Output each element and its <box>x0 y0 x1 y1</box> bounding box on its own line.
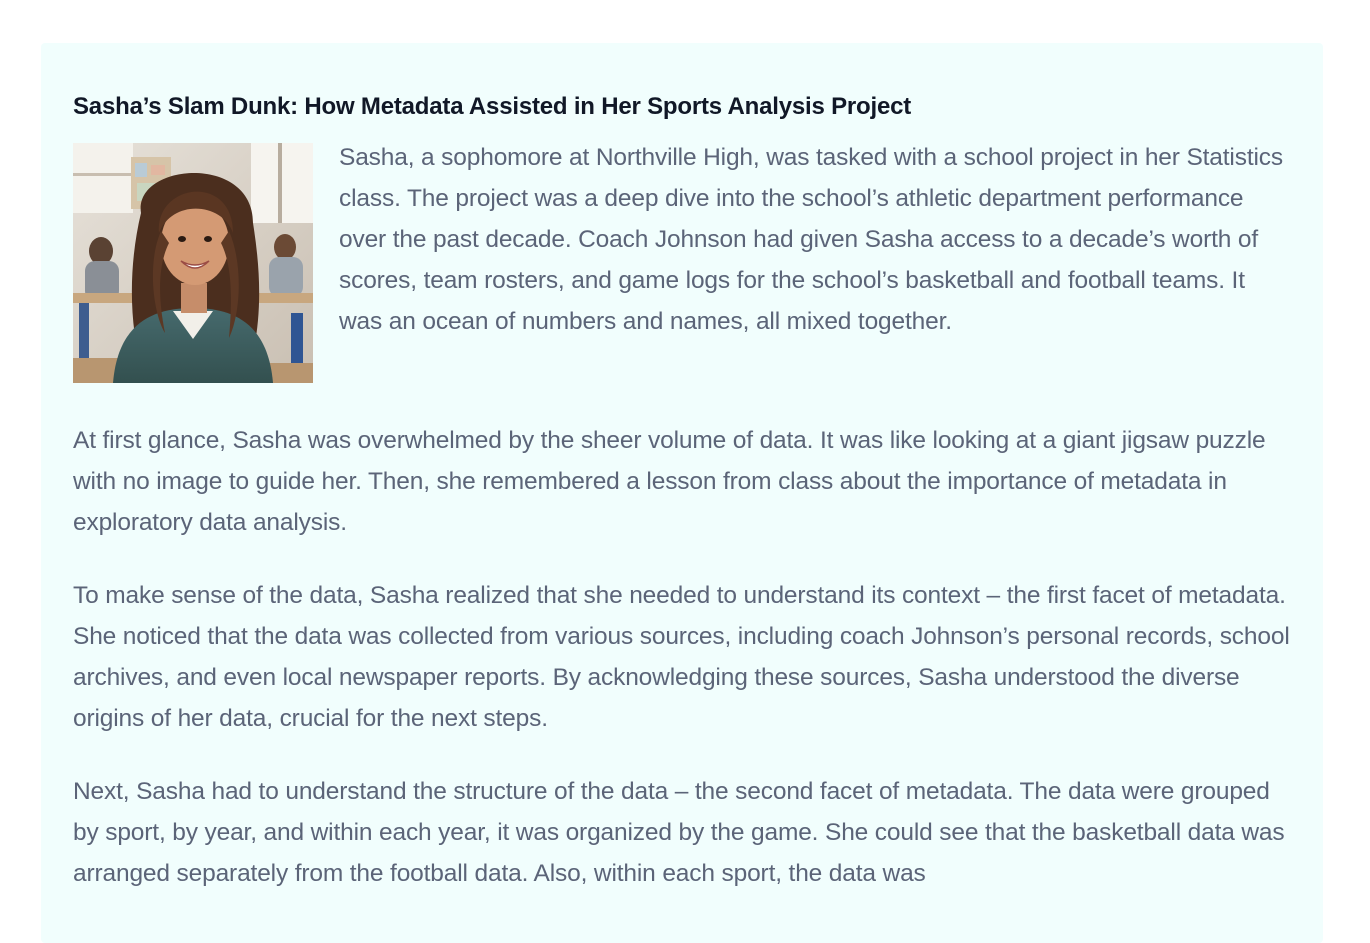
paragraph-3: To make sense of the data, Sasha realized that she needed to understand its context – the first facet of metadata. She noticed that the data was collected from various sources, including coach Johnson’s personal records, school archives, and even local newspaper reports. By acknowledging these sources, Sasha understood the diverse origins of her data, crucial for the next steps. <box>73 582 1290 732</box>
intro-text <box>339 137 1294 342</box>
article-card <box>41 43 1323 943</box>
article-content <box>73 91 1291 894</box>
article-title: Sasha’s Slam Dunk: How Metadata Assisted in Her Sports Analysis Project <box>73 93 912 120</box>
intro-section <box>73 143 1291 389</box>
student-photo <box>73 143 313 383</box>
paragraph-2: At first glance, Sasha was overwhelmed by the sheer volume of data. It was like looking at a giant jigsaw puzzle with no image to guide her. Then, she remembered a lesson from class about the importance of metadata in exploratory data analysis. <box>73 427 1266 536</box>
student-photo-illustration <box>73 143 313 383</box>
paragraph-1: Sasha, a sophomore at Northville High, was tasked with a school project in her Statistics class. The project was a deep dive into the school’s athletic department performance over the past decade. Coach Johnson had given Sasha access to a decade’s worth of scores, team rosters, and game logs for the school’s basketball and football teams. It was an ocean of numbers and names, all mixed together. <box>339 144 1283 335</box>
paragraph-4: Next, Sasha had to understand the structure of the data – the second facet of metadata. The data were grouped by sport, by year, and within each year, it was organized by the game. She could see that the basketball data was arranged separately from the football data. Also, within each sport, the data was <box>73 778 1285 887</box>
